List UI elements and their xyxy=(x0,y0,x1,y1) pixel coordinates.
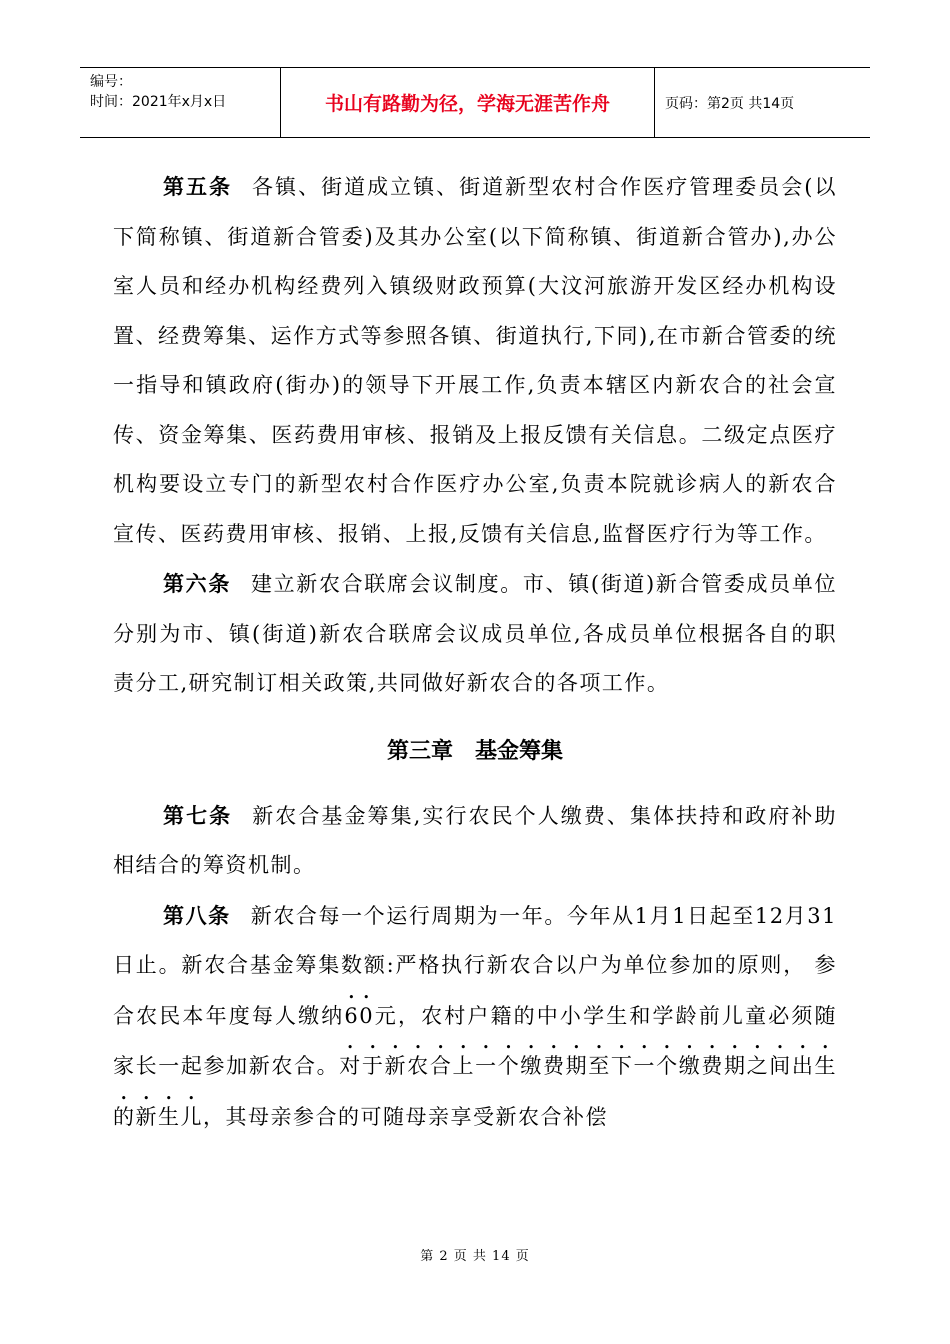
article-8-title: 第八条 xyxy=(163,902,231,928)
number-label: 编号： xyxy=(90,74,132,90)
article-6-text: 建立新农合联席会议制度。市、镇(街道)新合管委成员单位分别为市、镇(街道)新农合联席会议成员单位,各成员单位根据各自的职责分工,研究制订相关政策,共同做好新农合的各项工作。 xyxy=(113,572,838,695)
document-body xyxy=(113,162,837,1142)
chapter-heading: 第三章 基金筹集 xyxy=(386,738,563,764)
article-7-text: 新农合基金筹集,实行农民个人缴费、集体扶持和政府补助相结合的筹资机制。 xyxy=(113,803,837,877)
time-label: 时间：2021年x月x日 xyxy=(90,94,227,110)
article-8-text-b: 元，农村户籍的中小学生和学龄前儿童必须随家长一起参加新农合。 xyxy=(113,1003,837,1078)
article-8-text-c: 对于新农合上一个缴费期至下一个缴费期之间出生的新生儿 xyxy=(113,1054,838,1129)
article-6 xyxy=(113,559,837,709)
header-page-info: 页码：第2页 共14页 xyxy=(665,95,795,112)
document-header xyxy=(80,67,870,138)
article-8-amount: 60 xyxy=(344,1003,375,1028)
article-5-title: 第五条 xyxy=(163,174,233,199)
article-5 xyxy=(113,162,837,559)
header-meta xyxy=(80,68,281,137)
article-8-text-a: 新农合每一个运行周期为一年。今年从1月1日起至12月31日止。新农合基金筹集数额:严格执行新农合以户为单位参加的原则， 参合农民本年度每人缴纳 xyxy=(113,903,837,1028)
article-7-title: 第七条 xyxy=(163,802,233,828)
article-8-text-d: ，其母亲参合的可随母亲享受新农合补偿 xyxy=(203,1104,608,1129)
article-7 xyxy=(113,791,837,891)
page-footer: 第 2 页 共 14 页 xyxy=(420,1249,530,1264)
article-5-text: 各镇、街道成立镇、街道新型农村合作医疗管理委员会(以下简称镇、街道新合管委)及其办公室(以下简称镇、街道新合管办),办公室人员和经办机构经费列入镇级财政预算(大汶河旅游开发区经办机构设置、经费筹集、运作方式等参照各镇、街道执行,下同),在市新合管委的统一指导和镇政府(街办)的领导下开展工作,负责本辖区内新农合的社会宣传、资金筹集、医药费用审核、报销及上报反馈有关信息。二级定点医疗机构要设立专门的新型农村合作医疗办公室,负责本院就诊病人的新农合宣传、医药费用审核、报销、上报,反馈有关信息,监督医疗行为等工作。 xyxy=(113,175,838,546)
article-6-title: 第六条 xyxy=(163,571,231,596)
header-motto: 书山有路勤为径，学海无涯苦作舟 xyxy=(281,68,655,137)
article-8 xyxy=(113,891,837,1143)
